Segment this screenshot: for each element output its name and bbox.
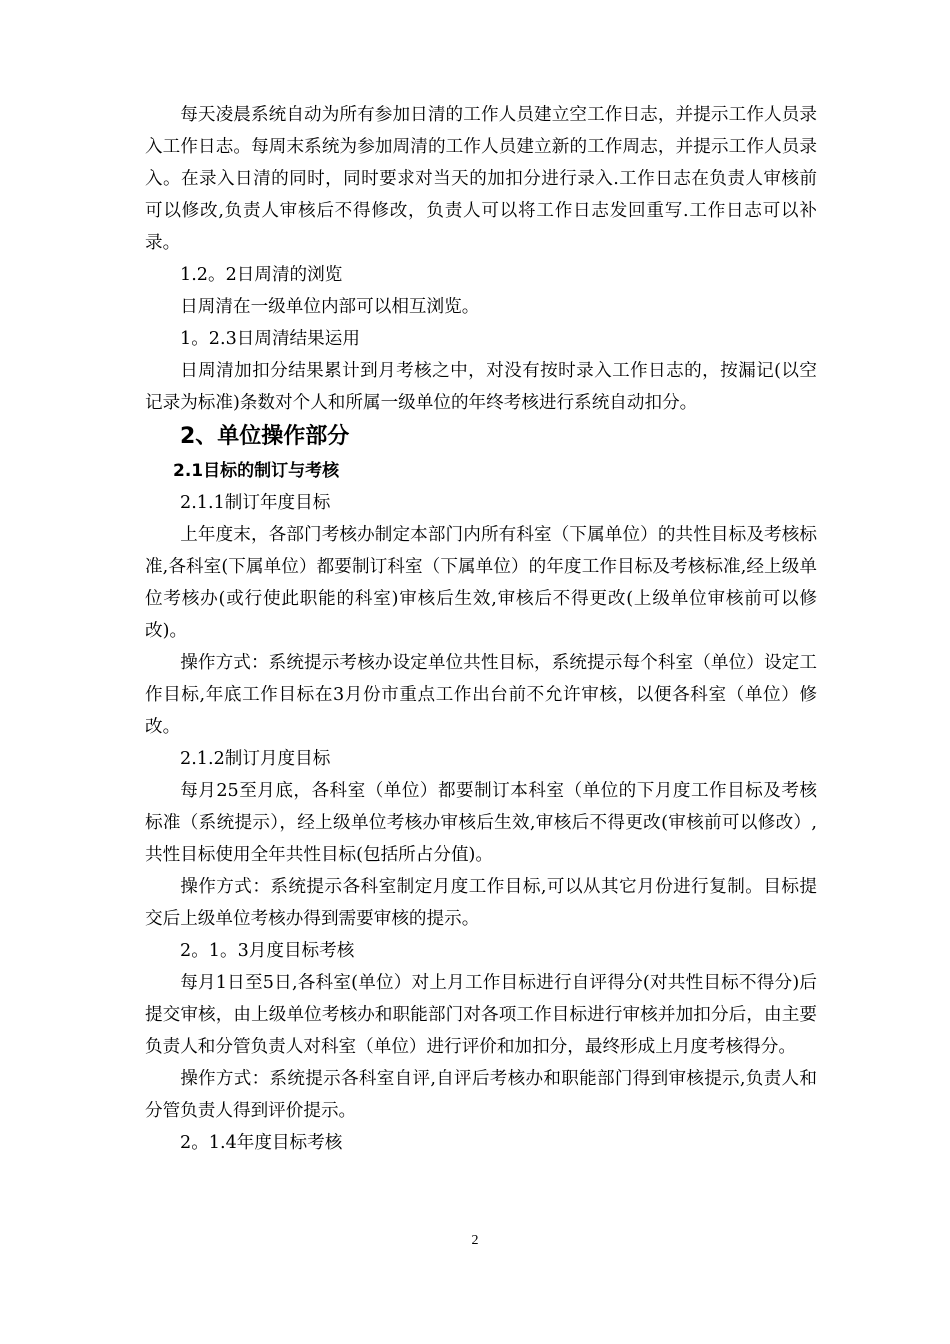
paragraph: 日周清加扣分结果累计到月考核之中，对没有按时录入工作日志的，按漏记(以空记录为标准)条数对个人和所属一级单位的年终考核进行系统自动扣分。 [145, 361, 817, 413]
subheading: 2。1。3月度目标考核 [180, 941, 355, 961]
paragraph: 操作方式：系统提示各科室自评,自评后考核办和职能部门得到审核提示,负责人和分管负责人得到评价提示。 [145, 1069, 817, 1121]
subheading: 1。2.3日周清结果运用 [180, 329, 360, 349]
subheading: 1.2。2日周清的浏览 [180, 265, 343, 285]
paragraph: 操作方式：系统提示考核办设定单位共性目标，系统提示每个科室（单位）设定工作目标,年底工作目标在3月份市重点工作出台前不允许审核，以便各科室（单位）修改。 [145, 653, 817, 737]
paragraph: 日周清在一级单位内部可以相互浏览。 [180, 297, 480, 317]
section-heading: 2、单位操作部分 [180, 424, 350, 449]
page-number: 2 [471, 1233, 479, 1248]
paragraph: 每月25至月底，各科室（单位）都要制订本科室（单位的下月度工作目标及考核标准（系统提示），经上级单位考核办审核后生效,审核后不得更改(审核前可以修改）,共性目标使用全年共性目标(包括所占分值)。 [145, 781, 817, 865]
subheading: 2。1.4年度目标考核 [180, 1133, 343, 1153]
paragraph: 每天凌晨系统自动为所有参加日清的工作人员建立空工作日志，并提示工作人员录入工作日志。每周末系统为参加周清的工作人员建立新的工作周志，并提示工作人员录入。在录入日清的同时，同时要求对当天的加扣分进行录入.工作日志在负责人审核前可以修改,负责人审核后不得修改，负责人可以将工作日志发回重写.工作日志可以补录。 [145, 105, 817, 253]
subheading: 2.1.1制订年度目标 [180, 493, 331, 513]
subheading: 2.1.2制订月度目标 [180, 749, 331, 769]
paragraph: 每月1日至5日,各科室(单位）对上月工作目标进行自评得分(对共性目标不得分)后提交审核，由上级单位考核办和职能部门对各项工作目标进行审核并加扣分后，由主要负责人和分管负责人对科室（单位）进行评价和加扣分，最终形成上月度考核得分。 [145, 973, 817, 1057]
paragraph: 操作方式：系统提示各科室制定月度工作目标,可以从其它月份进行复制。目标提交后上级单位考核办得到需要审核的提示。 [145, 877, 817, 929]
subsection-heading: 2.1目标的制订与考核 [173, 461, 340, 481]
page-body [145, 99, 817, 1159]
paragraph: 上年度末，各部门考核办制定本部门内所有科室（下属单位）的共性目标及考核标准,各科室(下属单位）都要制订科室（下属单位）的年度工作目标及考核标准,经上级单位考核办(或行使此职能的科室)审核后生效,审核后不得更改(上级单位审核前可以修改)。 [145, 525, 817, 641]
